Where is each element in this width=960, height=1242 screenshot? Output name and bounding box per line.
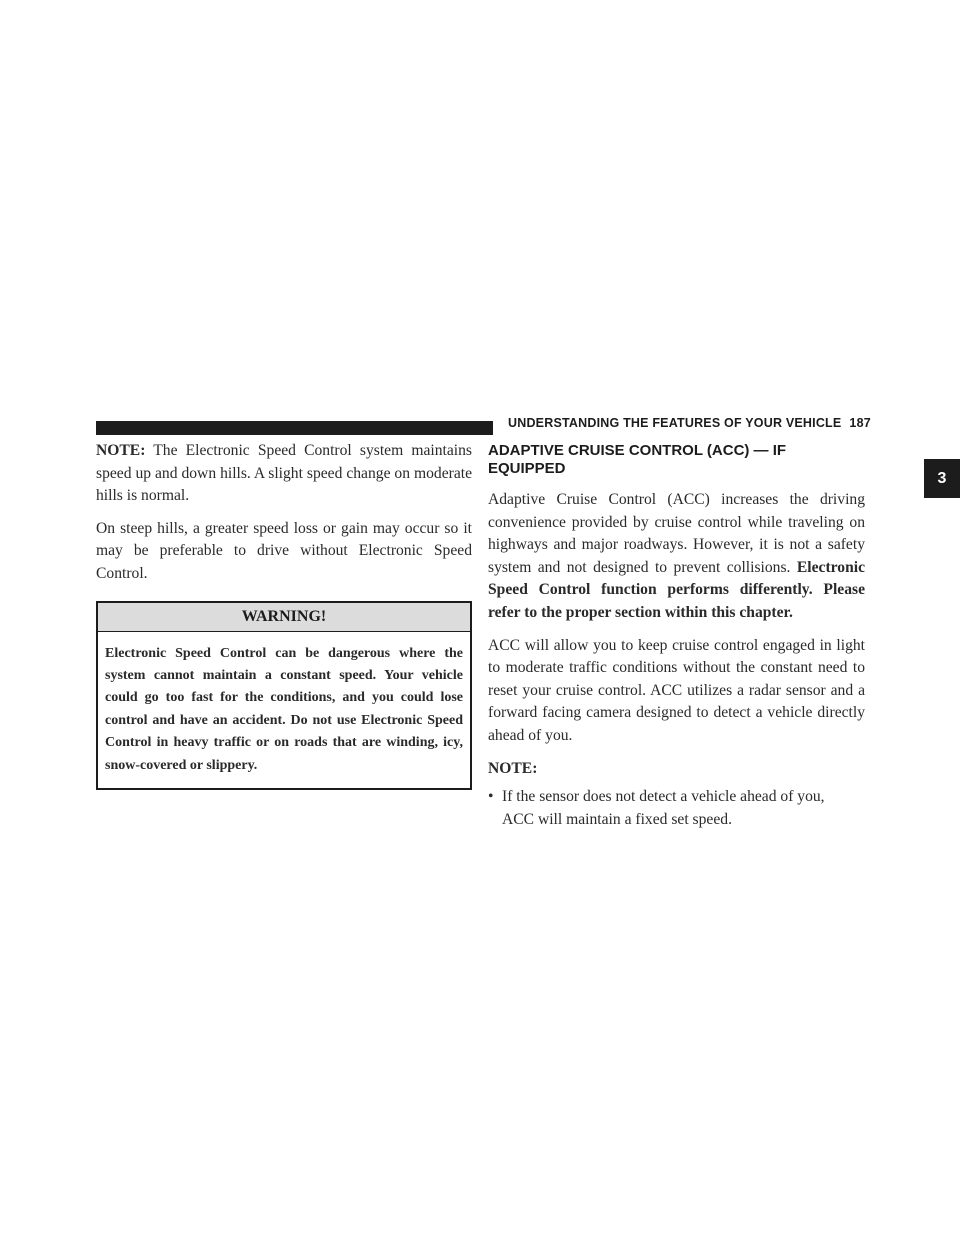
steep-hills-paragraph: On steep hills, a greater speed loss or gain may occur so it may be preferable to drive without Electronic Speed Control. [96,519,472,582]
bullet-text-line-2: ACC will maintain a fixed set speed. [502,810,732,828]
warning-title: WARNING! [98,603,470,632]
section-title [488,442,865,478]
acc-intro-bold-text: Electronic Speed Control function performs differently. Please refer to the proper section within this chapter. [488,558,865,621]
warning-body: Electronic Speed Control can be dangerous where the system cannot maintain a constant speed. Your vehicle could go too fast for the conditions, and you could lose control and have an accident. Do not use Electronic Speed Control in heavy traffic or on roads that are winding, icy, snow-covered or slippery. [105,645,463,773]
speed-control-note [96,440,472,508]
acc-note-heading: NOTE: [488,759,538,777]
section-title-line-1: ADAPTIVE CRUISE CONTROL (ACC) — IF [488,442,787,459]
bullet-icon: • [488,788,494,806]
bullet-text-line-1: If the sensor does not detect a vehicle ahead of you, [502,788,825,806]
left-column [96,440,472,790]
bullet-text [502,786,865,831]
page-number: 187 [849,416,871,430]
acc-intro-paragraph [488,489,865,625]
running-header [508,416,871,430]
header-title: UNDERSTANDING THE FEATURES OF YOUR VEHICLE [508,416,842,430]
acc-intro-text: Adaptive Cruise Control (ACC) increases the driving convenience provided by cruise control while traveling on highways and major roadways. However, it is not a safety system and not designed to prevent collisions. [488,491,865,576]
section-title-line-2: EQUIPPED [488,460,566,477]
acc-traffic-paragraph: ACC will allow you to keep cruise control engaged in light to moderate traffic conditions without the constant need to reset your cruise control. ACC utilizes a radar sensor and a forward facing camera designed to detect a vehicle directly ahead of you. [488,636,865,744]
right-column [488,442,865,831]
chapter-tab: 3 [924,459,960,498]
list-item [488,786,865,831]
warning-box [96,601,472,790]
note-text: The Electronic Speed Control system maintains speed up and down hills. A slight speed change on moderate hills is normal. [96,442,472,505]
note-label: NOTE: [96,442,146,459]
header-rule [96,421,493,435]
